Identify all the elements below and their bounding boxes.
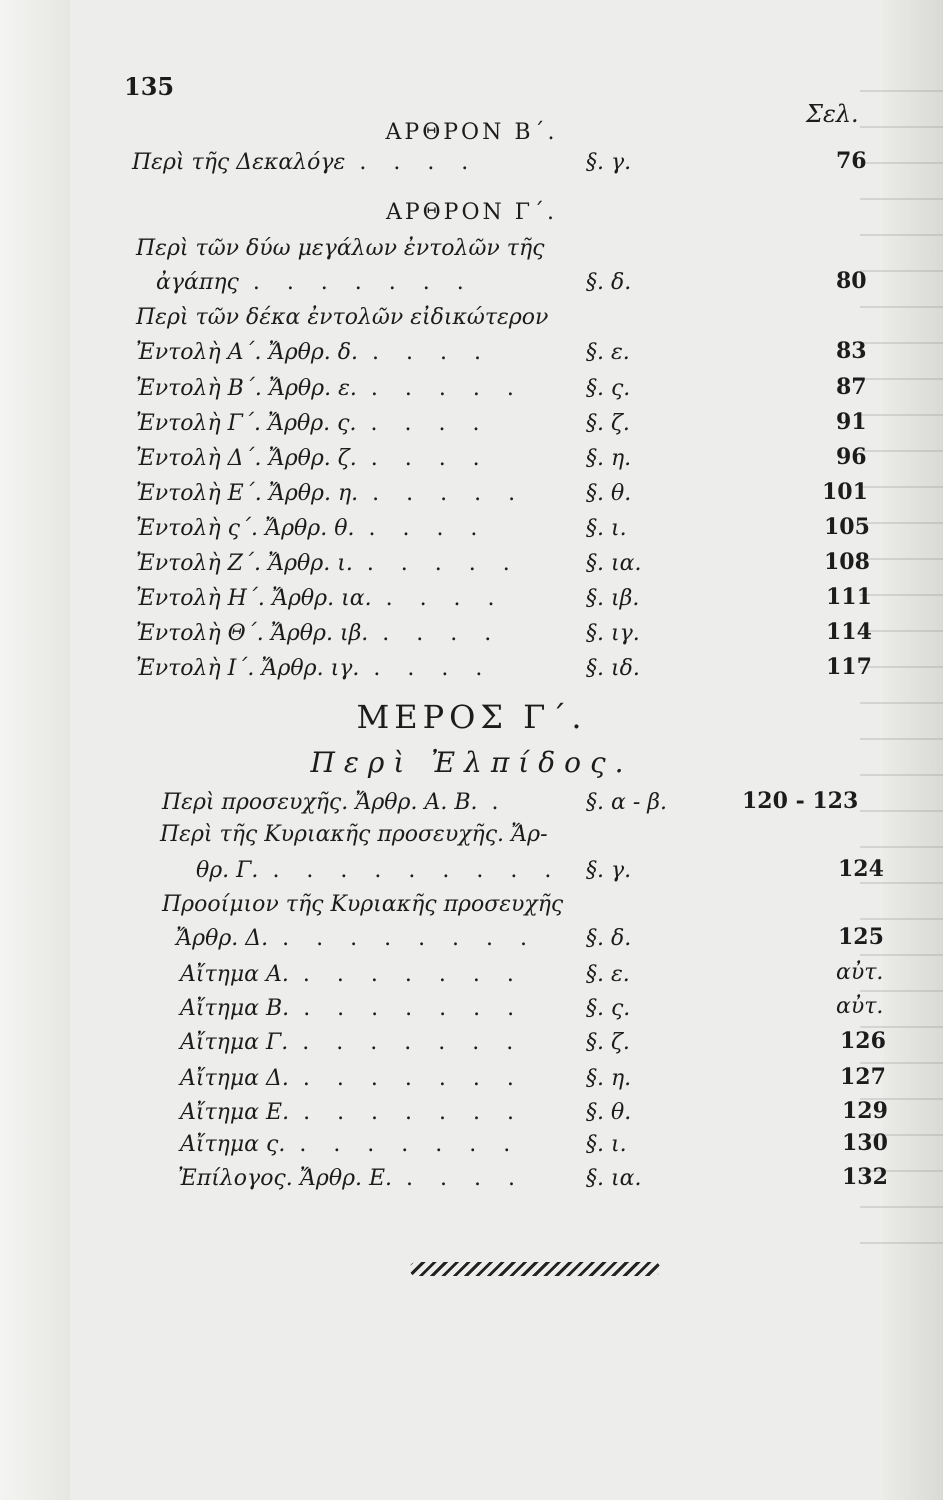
toc-entry-section: §. ς. (586, 996, 631, 1021)
toc-entry-leader-dots: . . . . . . . (302, 1030, 524, 1055)
toc-entry-leader-dots: . . . . . . . (299, 1132, 521, 1157)
toc-entry-section: §. ια. (586, 1166, 642, 1191)
toc-entry-page: 108 (824, 549, 870, 575)
toc-entry (156, 270, 474, 295)
toc-entry-page: 130 (842, 1130, 888, 1156)
toc-entry-section: §. ζ. (586, 1030, 630, 1055)
heading-peri-elpidos: Περὶ Ἐλπίδος. (310, 746, 633, 779)
toc-entry (136, 340, 491, 365)
toc-entry-leader-dots: . . . . (370, 446, 490, 471)
toc-entry-page: 120 - 123 (742, 788, 859, 814)
toc-entry-section: §. η. (586, 1066, 632, 1091)
toc-entry-leader-dots: . . . . (372, 340, 491, 365)
toc-entry-section: §. γ. (586, 150, 632, 175)
toc-entry-title: Περὶ προσευχῆς. Ἄρθρ. Α. Β. (162, 790, 478, 815)
toc-entry-title: Αἴτημα Ε. (180, 1100, 290, 1125)
toc-entry-title: Ἐπίλογος. Ἄρθρ. Ε. (178, 1166, 393, 1191)
toc-entry-title: Προοίμιον τῆς Κυριακῆς προσευχῆς (162, 892, 564, 917)
toc-entry-title: Περὶ τῆς Κυριακῆς προσευχῆς. Ἄρ- (160, 822, 548, 847)
toc-entry-title: ἀγάπης (156, 270, 239, 295)
toc-entry-page: αὐτ. (836, 994, 884, 1019)
heading-arthron-g: ΑΡΘΡΟΝ Γ΄. (385, 200, 558, 225)
toc-entry-leader-dots: . . . . . . . . . (272, 858, 562, 883)
toc-entry-leader-dots: . . . . (370, 411, 490, 436)
toc-entry-leader-dots: . . . . . (366, 551, 520, 576)
toc-entry (162, 892, 563, 917)
toc-entry-section: §. α - β. (586, 790, 667, 815)
toc-entry (136, 621, 501, 646)
toc-entry-title: Ἐντολὴ Ε΄. Ἄρθρ. η. (136, 481, 359, 506)
toc-entry (160, 822, 548, 847)
toc-entry (136, 481, 525, 506)
toc-entry-section: §. ε. (586, 340, 630, 365)
toc-entry (136, 516, 487, 541)
toc-entry (180, 1100, 524, 1125)
toc-entry-page: 124 (838, 856, 884, 882)
toc-entry-section: §. δ. (586, 926, 632, 951)
toc-entry-section: §. γ. (586, 858, 632, 883)
toc-entry (180, 996, 524, 1021)
toc-entry-leader-dots: . . . . . . . (252, 270, 474, 295)
toc-entry (136, 586, 505, 611)
heading-arthron-b: ΑΡΘΡΟΝ Β΄. (385, 120, 558, 145)
toc-entry-title: Ἐντολὴ Δ΄. Ἄρθρ. ζ. (136, 446, 357, 471)
toc-entry-leader-dots: . . . . (406, 1166, 525, 1191)
toc-entry-page: 132 (842, 1164, 888, 1190)
toc-entry-page: 126 (840, 1028, 886, 1054)
toc-entry (136, 236, 544, 261)
toc-entry-section: §. ιδ. (586, 656, 640, 681)
toc-entry-leader-dots: . . . . . (372, 481, 526, 506)
toc-entry-leader-dots: . . . . . . . (302, 962, 524, 987)
toc-entry-section: §. θ. (586, 481, 632, 506)
toc-entry (136, 305, 548, 330)
toc-entry-title: Περὶ τῆς Δεκαλόγε (132, 150, 346, 175)
toc-entry (176, 926, 537, 951)
toc-entry-leader-dots: . . . . (368, 516, 488, 541)
toc-entry-title: θρ. Γ. (196, 858, 259, 883)
toc-entry (180, 1030, 523, 1055)
toc-entry-page: 127 (840, 1064, 886, 1090)
toc-entry (180, 1066, 524, 1091)
toc-entry-title: Αἴτημα Α. (180, 962, 289, 987)
toc-entry-section: §. δ. (586, 270, 632, 295)
toc-entry-title: Ἐντολὴ Β΄. Ἄρθρ. ε. (136, 376, 357, 401)
toc-entry-page: 101 (822, 479, 868, 505)
toc-entry-title: Ἐντολὴ Ι΄. Ἄρθρ. ιγ. (136, 656, 360, 681)
toc-entry-section: §. ι. (586, 516, 627, 541)
toc-entry (136, 656, 492, 681)
page-number: 135 (124, 72, 175, 101)
toc-entry-page: 91 (836, 409, 867, 435)
toc-entry (180, 962, 524, 987)
toc-entry (178, 1166, 525, 1191)
toc-entry-page: 129 (842, 1098, 888, 1124)
toc-entry-page: 96 (836, 444, 867, 470)
show-through-text (860, 90, 943, 1270)
toc-entry-section: §. ς. (586, 376, 631, 401)
toc-entry (136, 376, 524, 401)
toc-entry-section: §. ζ. (586, 411, 630, 436)
toc-entry-title: Ἐντολὴ Ζ΄. Ἄρθρ. ι. (136, 551, 353, 576)
toc-entry (136, 446, 490, 471)
toc-entry-title: Ἐντολὴ ς΄. Ἄρθρ. θ. (136, 516, 355, 541)
toc-entry-page: 80 (836, 268, 867, 294)
toc-entry-page: 114 (826, 619, 872, 645)
toc-entry-section: §. η. (586, 446, 632, 471)
toc-entry (132, 150, 478, 175)
toc-entry-section: §. θ. (586, 1100, 632, 1125)
toc-entry-page: 87 (836, 374, 867, 400)
toc-entry-title: Αἴτημα Β. (180, 996, 290, 1021)
toc-entry (180, 1132, 520, 1157)
toc-entry-title: Ἄρθρ. Δ. (176, 926, 269, 951)
toc-entry-page: 125 (838, 924, 884, 950)
toc-entry-page: αὐτ. (836, 960, 884, 985)
toc-entry-title: Αἴτημα Δ. (180, 1066, 289, 1091)
toc-entry-leader-dots: . (491, 790, 509, 815)
toc-entry-leader-dots: . . . . . . . (303, 1100, 524, 1125)
toc-entry-leader-dots: . . . . . . . (303, 996, 525, 1021)
toc-entry-title: Αἴτημα ς. (180, 1132, 286, 1157)
page-column-header: Σελ. (806, 100, 859, 128)
toc-entry-page: 117 (826, 654, 872, 680)
toc-entry-leader-dots: . . . . . . . . (282, 926, 538, 951)
toc-entry-title: Ἐντολὴ Θ΄. Ἄρθρ. ιβ. (136, 621, 369, 646)
toc-entry-title: Αἴτημα Γ. (180, 1030, 289, 1055)
toc-entry (136, 551, 520, 576)
toc-entry-page: 83 (836, 338, 867, 364)
toc-entry-title: Ἐντολὴ Η΄. Ἄρθρ. ια. (136, 586, 372, 611)
toc-entry-section: §. ι. (586, 1132, 627, 1157)
toc-entry (136, 411, 489, 436)
toc-entry-page: 111 (826, 584, 872, 610)
toc-entry-title: Ἐντολὴ Α΄. Ἄρθρ. δ. (136, 340, 359, 365)
toc-entry-leader-dots: . . . . . (370, 376, 524, 401)
toc-entry-leader-dots: . . . . (385, 586, 505, 611)
toc-entry-section: §. ε. (586, 962, 630, 987)
toc-entry (196, 858, 561, 883)
toc-entry-page: 105 (824, 514, 870, 540)
toc-entry (162, 790, 508, 815)
toc-entry-title: Περὶ τῶν δύω μεγάλων ἐντολῶν τῆς (136, 236, 545, 261)
toc-entry-page: 76 (836, 148, 867, 174)
toc-entry-title: Ἐντολὴ Γ΄. Ἄρθρ. ς. (136, 411, 357, 436)
toc-entry-section: §. ιβ. (586, 586, 640, 611)
toc-entry-section: §. ιγ. (586, 621, 640, 646)
toc-entry-leader-dots: . . . . (373, 656, 493, 681)
toc-entry-title: Περὶ τῶν δέκα ἐντολῶν εἰδικώτερον (136, 305, 549, 330)
decorative-rule (410, 1262, 660, 1276)
toc-entry-leader-dots: . . . . . . . (302, 1066, 524, 1091)
toc-entry-section: §. ια. (586, 551, 642, 576)
toc-entry-leader-dots: . . . . (359, 150, 479, 175)
heading-meros-g: ΜΕΡΟΣ Γ΄. (356, 698, 587, 736)
toc-entry-leader-dots: . . . . (382, 621, 502, 646)
